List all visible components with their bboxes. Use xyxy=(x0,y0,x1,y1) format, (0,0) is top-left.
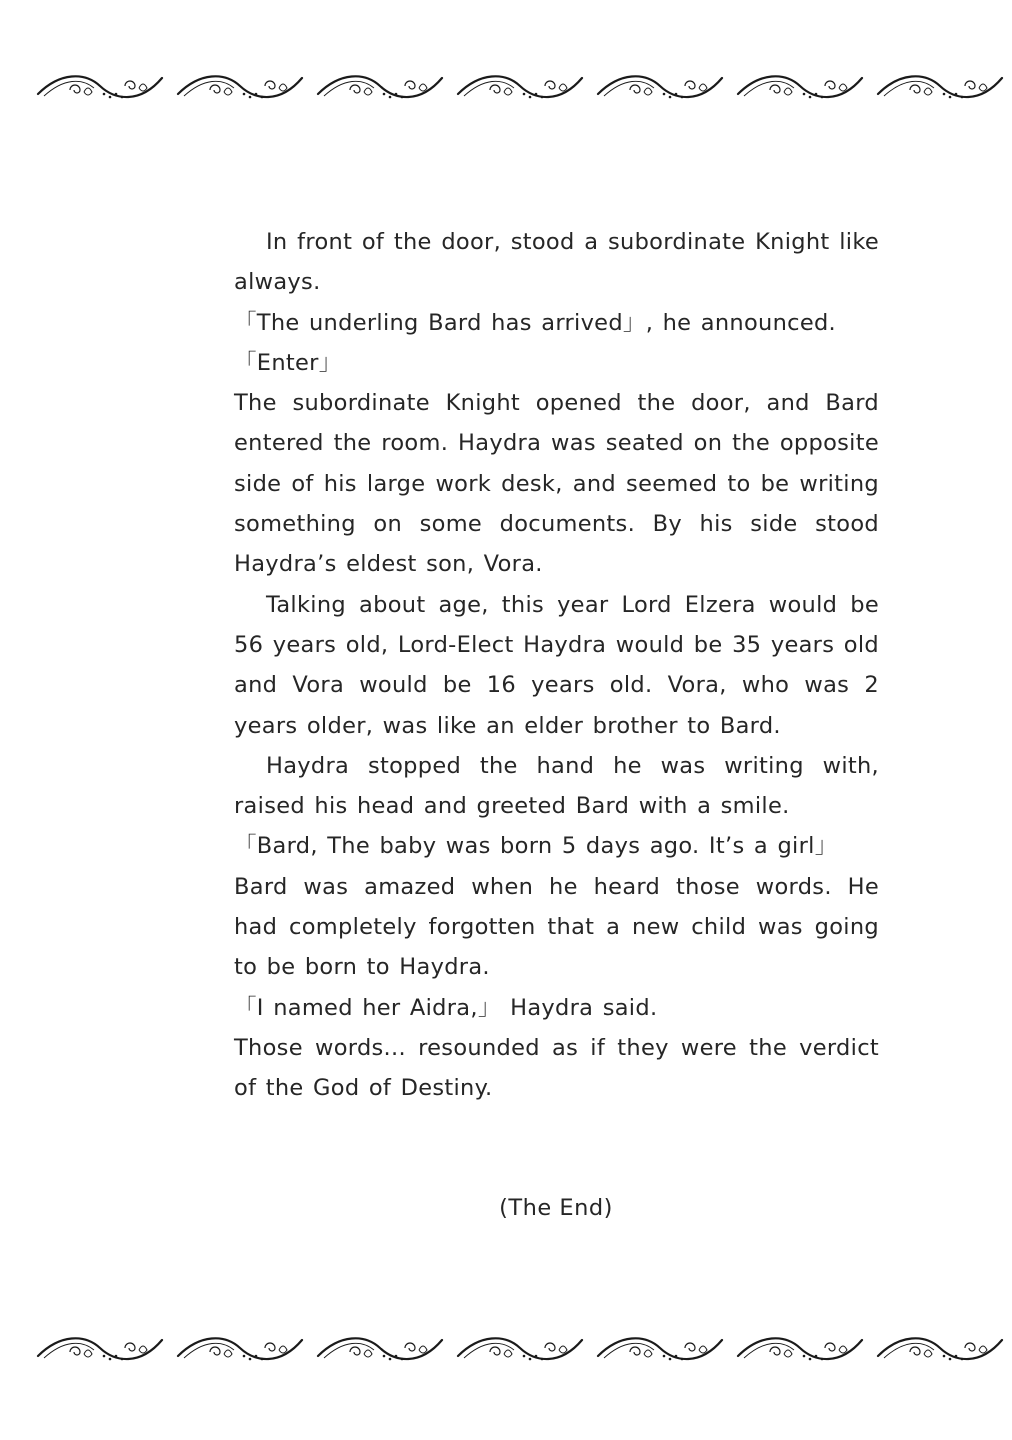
ornament-segment xyxy=(598,1338,722,1360)
ornament-segment xyxy=(878,76,1002,98)
ornament-segment xyxy=(318,76,442,98)
ornament-segment xyxy=(178,76,302,98)
paragraph: Haydra stopped the hand he was writing with, raised his head and greeted Bard with a smile. xyxy=(234,752,879,820)
ornament-segment xyxy=(38,76,162,98)
paragraph: In front of the door, stood a subordinate Knight like always. xyxy=(234,229,879,296)
ornament-segment xyxy=(318,1338,442,1360)
paragraph: 「The underling Bard has arrived」, he announced. xyxy=(234,309,837,336)
ornament-segment xyxy=(458,76,582,98)
paragraph: 「I named her Aidra,」 Haydra said. xyxy=(234,994,658,1021)
ornament-segment xyxy=(598,76,722,98)
ornament-segment xyxy=(38,1338,162,1360)
top-ornamental-border xyxy=(30,64,1010,112)
story-text xyxy=(234,222,879,1109)
bottom-ornamental-border xyxy=(30,1326,1010,1374)
paragraph: Bard was amazed when he heard those words. He had completely forgotten that a new child was going to be born to Haydra. xyxy=(234,873,879,981)
paragraph: Those words... resounded as if they were the verdict of the God of Destiny. xyxy=(234,1034,879,1102)
paragraph: 「Bard, The baby was born 5 days ago. It’s a girl」 xyxy=(234,833,838,860)
scroll-ornament-icon xyxy=(30,1326,1010,1374)
paragraph: 「Enter」 xyxy=(234,349,342,376)
ornament-segment xyxy=(738,76,862,98)
paragraph: Talking about age, this year Lord Elzera would be 56 years old, Lord-Elect Haydra would be 35 years old and Vora would be 16 years old. Vora, who was 2 years older, was like an elder brother to Bard. xyxy=(234,591,879,739)
scroll-ornament-icon xyxy=(30,64,1010,112)
ornament-segment xyxy=(178,1338,302,1360)
ornament-segment xyxy=(458,1338,582,1360)
the-end-label: (The End) xyxy=(499,1195,613,1221)
ornament-segment xyxy=(738,1338,862,1360)
ornament-segment xyxy=(878,1338,1002,1360)
paragraph: The subordinate Knight opened the door, and Bard entered the room. Haydra was seated on the opposite side of his large work desk, and seemed to be writing something on some documents. By his side stood Haydra’s eldest son, Vora. xyxy=(234,390,879,578)
